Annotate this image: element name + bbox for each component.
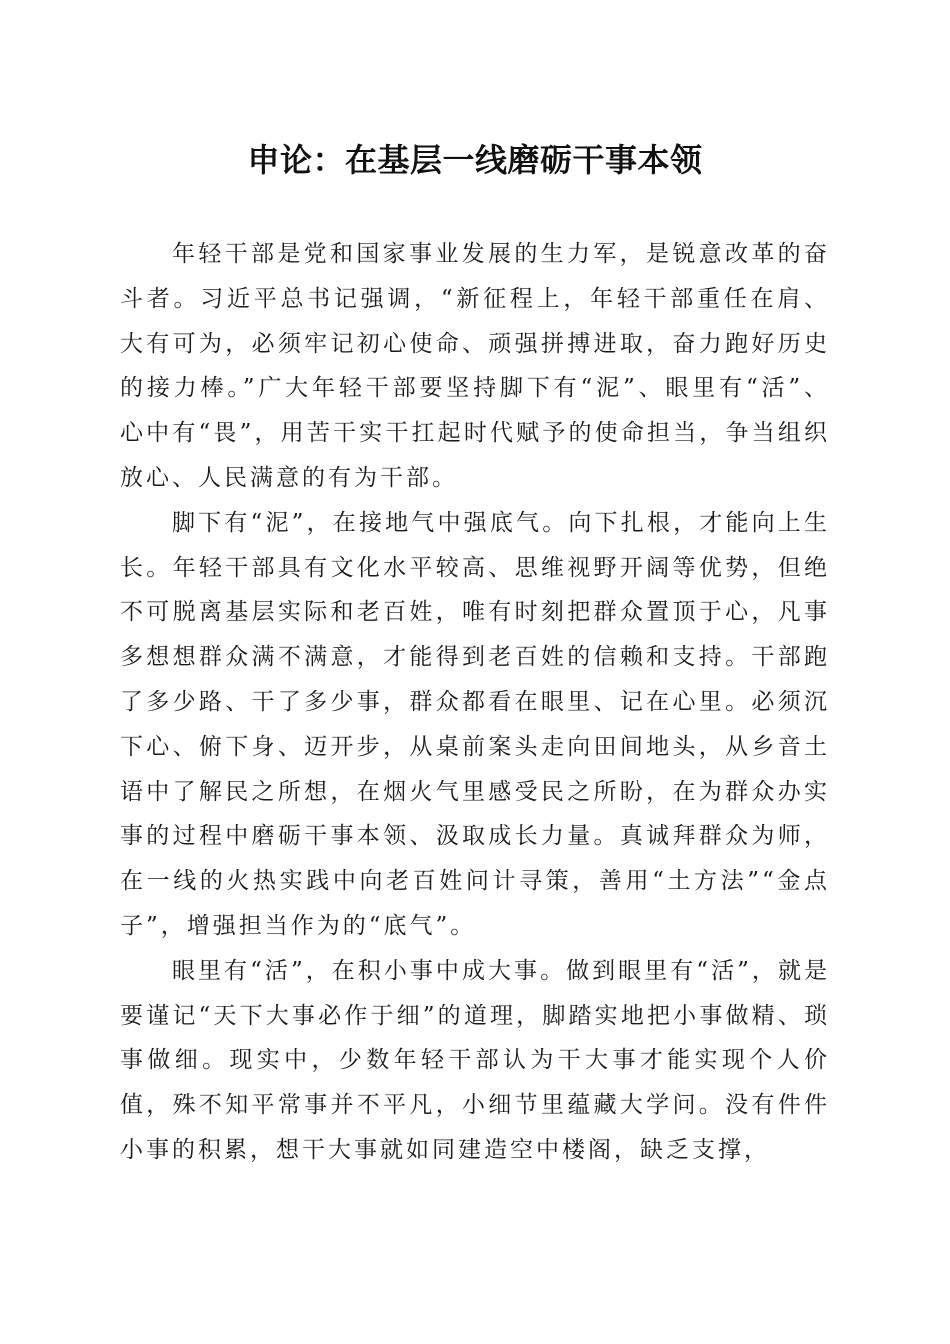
page-title: 申论：在基层一线磨砺干事本领 <box>247 141 703 179</box>
paragraph: 眼里有“活”，在积小事中成大事。做到眼里有“活”，就是要谨记“天下大事必作于细”的道理，脚踏实地把小事做精、琐事做细。现实中，少数年轻干部认为干大事才能实现个人价值，殊不知平常事并不平凡，小细节里蕴藏大学问。没有件件小事的积累，想干大事就如同建造空中楼阁，缺乏支撑， <box>120 957 830 1163</box>
paragraph: 脚下有“泥”，在接地气中强底气。向下扎根，才能向上生长。年轻干部具有文化水平较高、思维视野开阔等优势，但绝不可脱离基层实际和老百姓，唯有时刻把群众置顶于心，凡事多想想群众满不满意，才能得到老百姓的信赖和支持。干部跑了多少路、干了多少事，群众都看在眼里、记在心里。必须沉下心、俯下身、迈开步，从桌前案头走向田间地头，从乡音土语中了解民之所想，在烟火气里感受民之所盼，在为群众办实事的过程中磨砺干事本领、汲取成长力量。真诚拜群众为师，在一线的火热实践中向老百姓问计寻策，善用“土方法”“金点子”，增强担当作为的“底气”。 <box>120 509 830 939</box>
article-body <box>120 232 830 1173</box>
paragraph: 年轻干部是党和国家事业发展的生力军，是锐意改革的奋斗者。习近平总书记强调，“新征程上，年轻干部重任在肩、大有可为，必须牢记初心使命、顽强拼搏进取，奋力跑好历史的接力棒。”广大年轻干部要坚持脚下有“泥”、眼里有“活”、心中有“畏”，用苦干实干扛起时代赋予的使命担当，争当组织放心、人民满意的有为干部。 <box>120 241 830 491</box>
